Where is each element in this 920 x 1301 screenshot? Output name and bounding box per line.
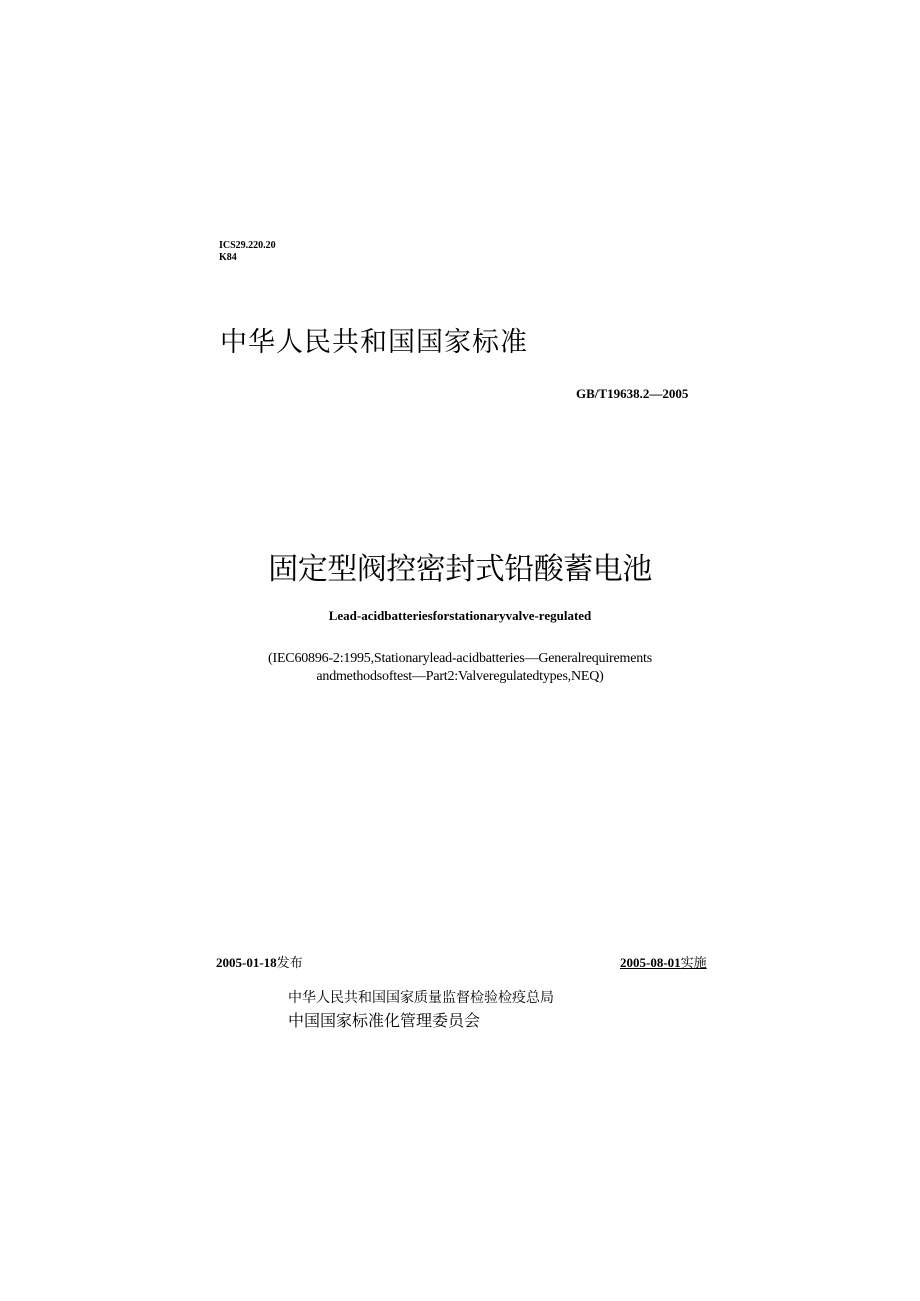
issue-date-block (216, 954, 303, 973)
document-title-en: Lead-acidbatteriesforstationaryvalve-regulated (328, 608, 592, 623)
reference-line-1: (IEC60896-2:1995,Stationarylead-acidbatteries—Generalrequirements (268, 651, 652, 666)
implement-date-block (620, 954, 707, 973)
issue-date: 2005-01-18 (216, 955, 277, 970)
ics-code: ICS29.220.20 (219, 240, 276, 251)
implement-date: 2005-08-01 (620, 955, 681, 970)
issuer-aqsiq: 中华人民共和国国家质量监督检验检疫总局 (288, 990, 554, 1006)
national-standard-heading: 中华人民共和国国家标准 (220, 327, 528, 358)
issue-label: 发布 (276, 956, 303, 971)
standard-number: GB/T19638.2—2005 (576, 386, 689, 401)
document-title-cn: 固定型阀控密封式铅酸蓄电池 (268, 552, 652, 587)
implement-label: 实施 (680, 956, 707, 971)
ccs-code: K84 (219, 252, 237, 263)
reference-line-2: andmethodsoftest—Part2:Valveregulatedtypes,NEQ) (316, 669, 604, 684)
issuer-sac: 中国国家标准化管理委员会 (288, 1011, 481, 1030)
